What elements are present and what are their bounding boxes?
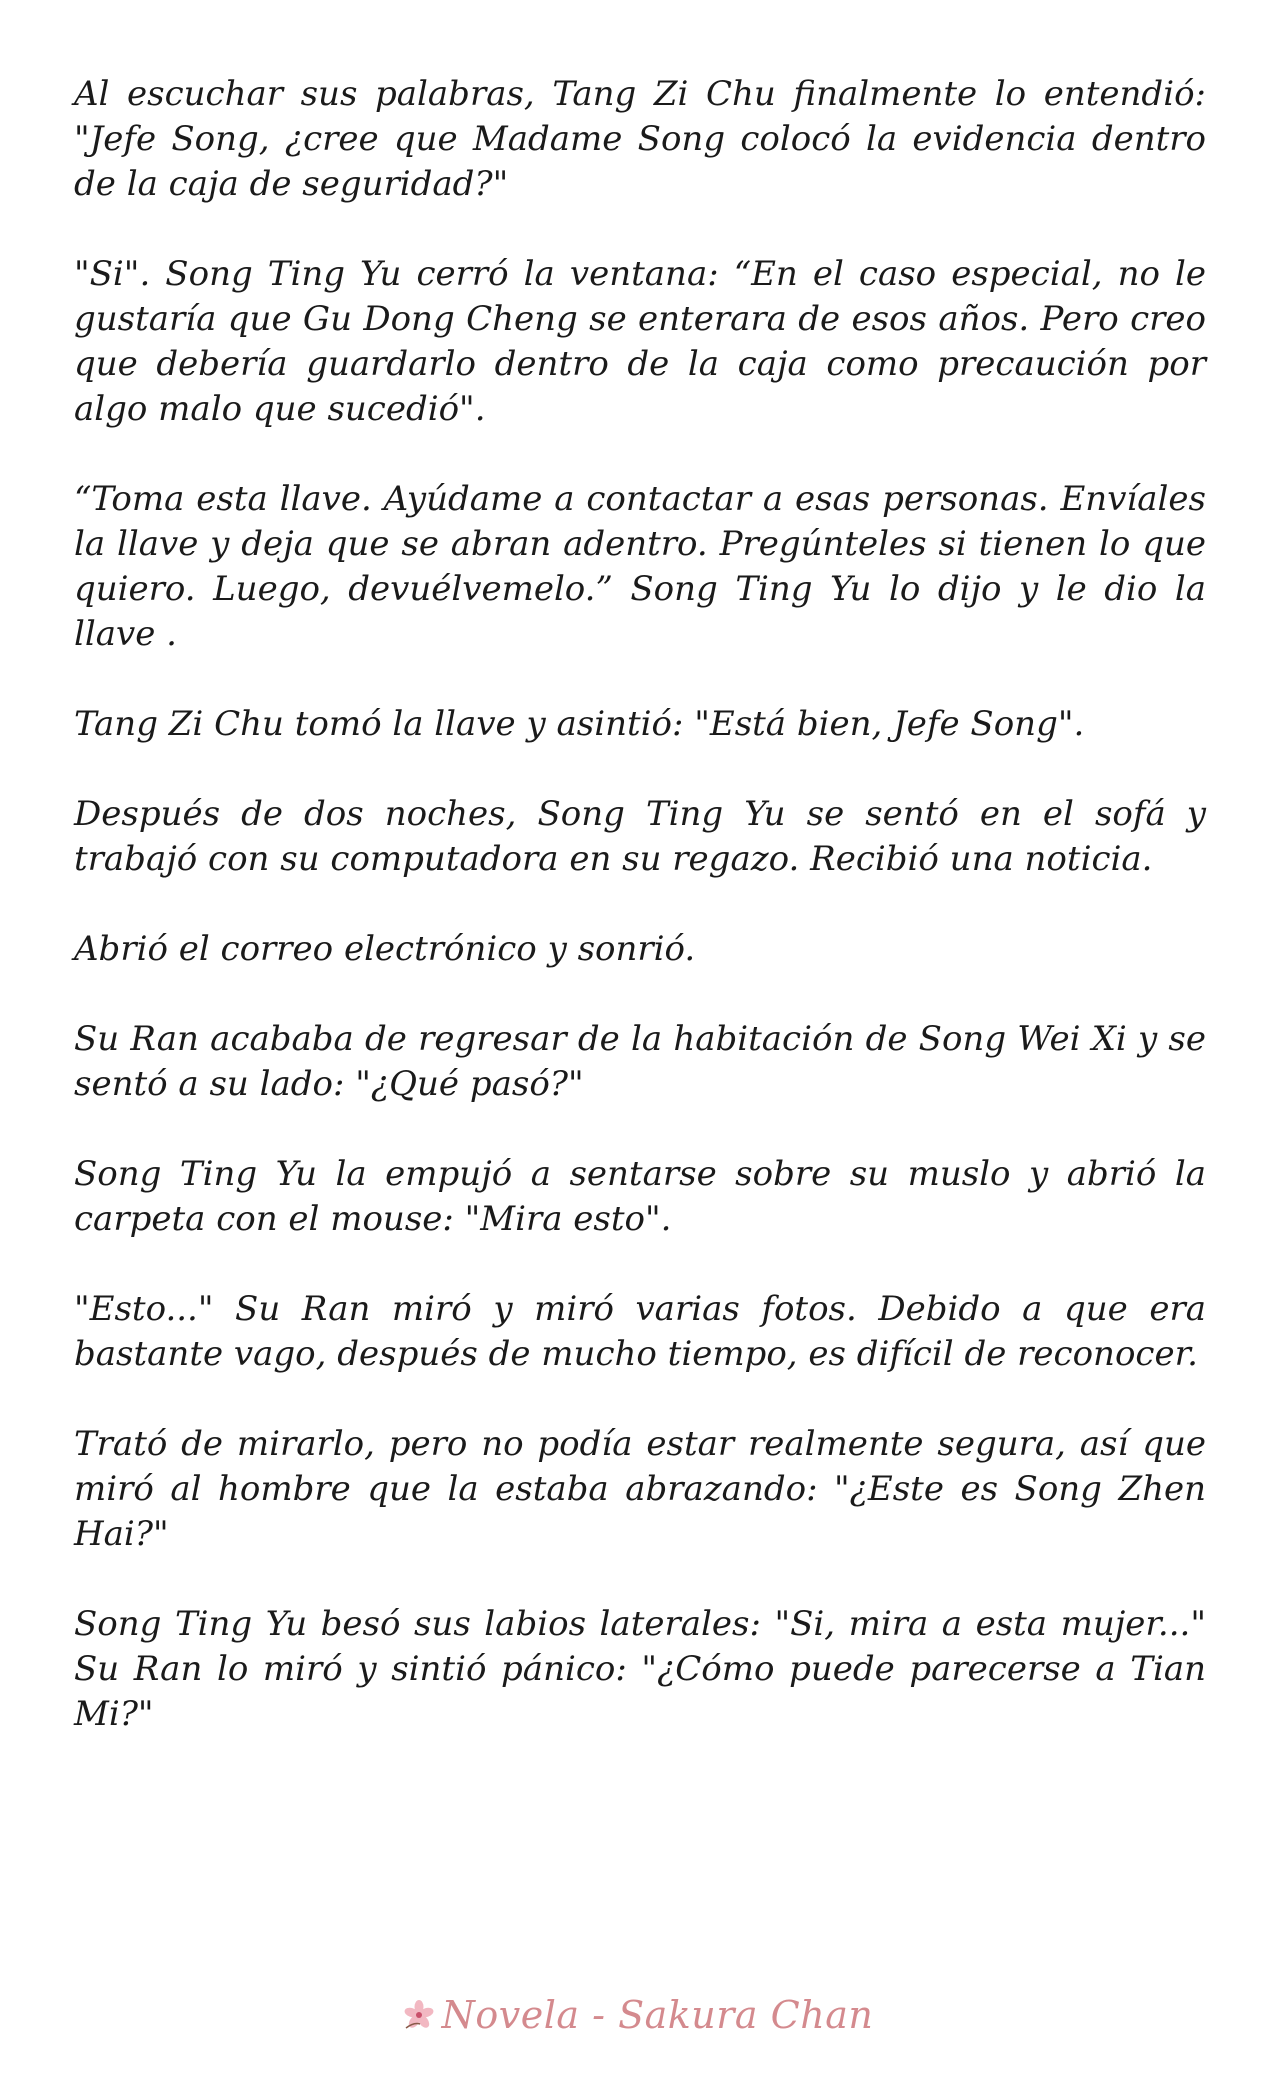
- sakura-flower-icon: [402, 1998, 436, 2032]
- paragraph-1: Al escuchar sus palabras, Tang Zi Chu finalmente lo entendió: "Jefe Song, ¿cree que Madame Song colocó la evidencia dentro de la caja de seguridad?": [74, 74, 1206, 204]
- paragraph-10: Trató de mirarlo, pero no podía estar realmente segura, así que miró al hombre que la estaba abrazando: "¿Este es Song Zhen Hai?": [74, 1424, 1206, 1554]
- paragraph-2: "Si". Song Ting Yu cerró la ventana: “En el caso especial, no le gustaría que Gu Dong Cheng se enterara de esos años. Pero creo que debería guardarlo dentro de la caja como precaución por algo malo que sucedió".: [74, 254, 1206, 429]
- paragraph-8: Song Ting Yu la empujó a sentarse sobre su muslo y abrió la carpeta con el mouse: "Mira esto".: [74, 1154, 1206, 1239]
- paragraph-5: Después de dos noches, Song Ting Yu se sentó en el sofá y trabajó con su computadora en su regazo. Recibió una noticia.: [74, 794, 1206, 879]
- paragraph-11: Song Ting Yu besó sus labios laterales: "Si, mira a esta mujer..." Su Ran lo miró y sintió pánico: "¿Cómo puede parecerse a Tian Mi?": [74, 1604, 1206, 1734]
- paragraph-7: Su Ran acababa de regresar de la habitación de Song Wei Xi y se sentó a su lado: "¿Qué pasó?": [74, 1019, 1206, 1104]
- paragraph-4: Tang Zi Chu tomó la llave y asintió: "Está bien, Jefe Song".: [74, 704, 1085, 744]
- footer-watermark: [0, 1985, 1275, 2045]
- paragraph-9: "Esto..." Su Ran miró y miró varias fotos. Debido a que era bastante vago, después de mucho tiempo, es difícil de reconocer.: [74, 1289, 1206, 1374]
- footer-text: Novela - Sakura Chan: [441, 1993, 874, 2037]
- footer-watermark-inner: [402, 1993, 874, 2037]
- document-body: [74, 72, 1206, 1782]
- paragraph-3: “Toma esta llave. Ayúdame a contactar a esas personas. Envíales la llave y deja que se abran adentro. Pregúnteles si tienen lo que quiero. Luego, devuélvemelo.” Song Ting Yu lo dijo y le dio la llave .: [74, 479, 1206, 654]
- paragraph-6: Abrió el correo electrónico y sonrió.: [74, 929, 696, 969]
